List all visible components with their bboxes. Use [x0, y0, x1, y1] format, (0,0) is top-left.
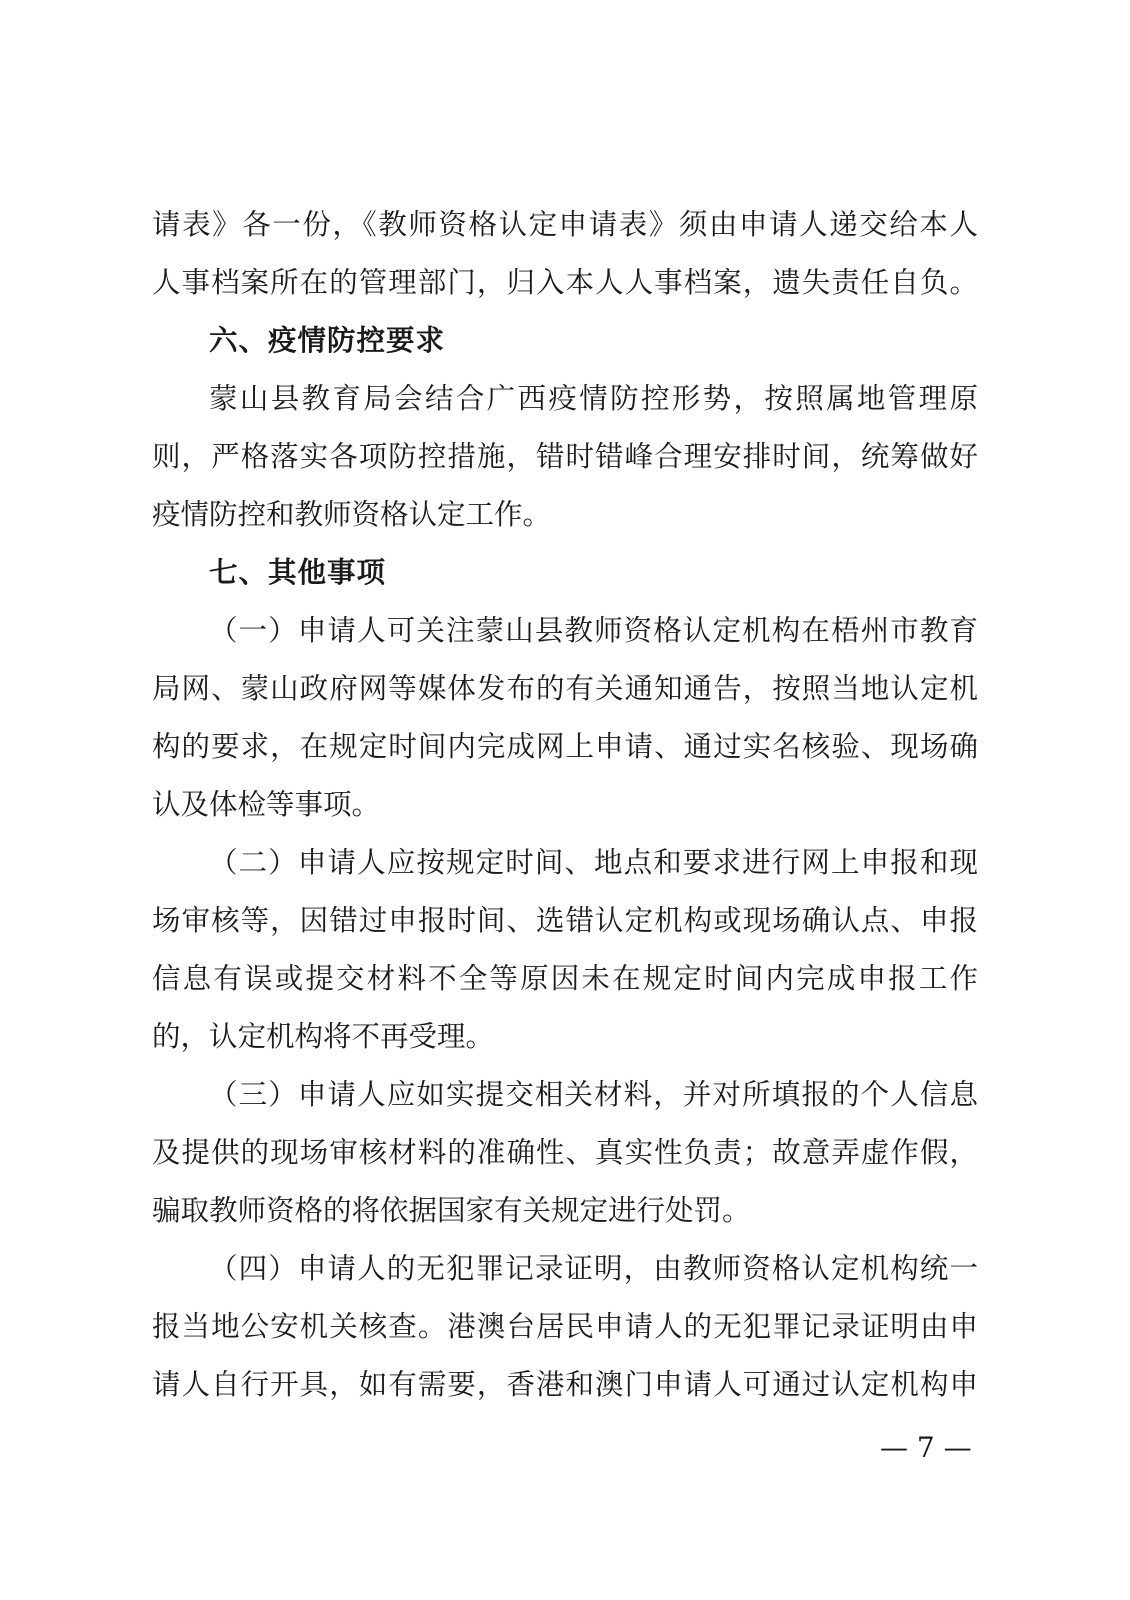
text-line: 认及体检等事项。: [152, 788, 381, 821]
text-line: 请表》各一份，《教师资格认定申请表》须由申请人递交给本人: [152, 208, 978, 241]
text-line: （三）申请人应如实提交相关材料，并对所填报的个人信息: [209, 1078, 978, 1111]
text-line: 信息有误或提交材料不全等原因未在规定时间内完成申报工作: [152, 962, 978, 995]
text-line: 局网、蒙山政府网等媒体发布的有关通知通告，按照当地认定机: [152, 672, 978, 705]
section-heading-6: 六、疫情防控要求: [209, 324, 446, 357]
text-line: 疫情防控和教师资格认定工作。: [152, 498, 552, 531]
text-line: 的，认定机构将不再受理。: [152, 1020, 495, 1053]
text-line: 蒙山县教育局会结合广西疫情防控形势，按照属地管理原: [209, 382, 978, 415]
text-line: 骗取教师资格的将依据国家有关规定进行处罚。: [152, 1194, 751, 1227]
text-line: 报当地公安机关核查。港澳台居民申请人的无犯罪记录证明由申: [152, 1310, 978, 1343]
text-line: 场审核等，因错过申报时间、选错认定机构或现场确认点、申报: [152, 904, 978, 937]
text-line: （四）申请人的无犯罪记录证明，由教师资格认定机构统一: [209, 1252, 978, 1285]
text-line: （二）申请人应按规定时间、地点和要求进行网上申报和现: [209, 846, 978, 879]
text-line: 请人自行开具，如有需要，香港和澳门申请人可通过认定机构申: [152, 1368, 978, 1401]
text-line: 及提供的现场审核材料的准确性、真实性负责；故意弄虚作假，: [152, 1136, 978, 1169]
text-line: 人事档案所在的管理部门，归入本人人事档案，遗失责任自负。: [152, 266, 978, 299]
text-line: 则，严格落实各项防控措施，错时错峰合理安排时间，统筹做好: [152, 440, 978, 473]
page-number: — 7 —: [880, 1431, 972, 1464]
text-line: 构的要求，在规定时间内完成网上申请、通过实名核验、现场确: [152, 730, 978, 763]
section-heading-7: 七、其他事项: [209, 556, 387, 589]
text-line: （一）申请人可关注蒙山县教师资格认定机构在梧州市教育: [209, 614, 978, 647]
